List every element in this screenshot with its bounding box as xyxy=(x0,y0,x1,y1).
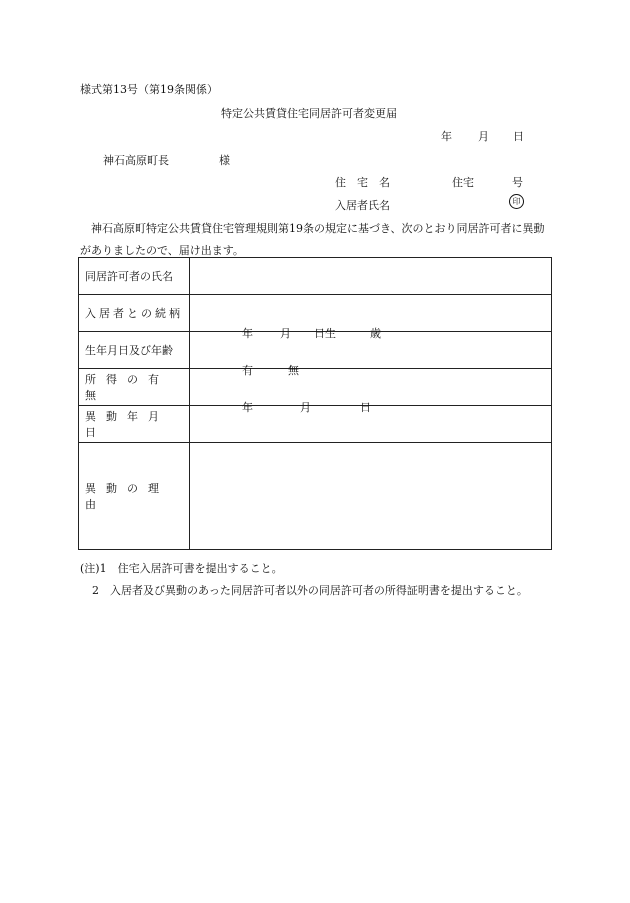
label-text: 異動年月日 xyxy=(85,410,169,439)
label-text: 入居者との続柄 xyxy=(85,307,183,320)
row-label-change-date xyxy=(79,406,190,443)
table-row xyxy=(79,332,552,369)
label-text: 同居許可者の氏名 xyxy=(85,270,173,283)
birth-year-label: 年 xyxy=(242,327,253,340)
resident-name-label: 入居者氏名 xyxy=(335,199,390,212)
row-label-income xyxy=(79,369,190,406)
change-reason-field[interactable] xyxy=(190,443,552,550)
table-row xyxy=(79,406,552,443)
birth-day-label: 日生 xyxy=(314,327,336,340)
label-text: 異動の理由 xyxy=(85,482,169,511)
change-month-label: 月 xyxy=(300,401,311,414)
date-month-label: 月 xyxy=(478,130,489,143)
income-no-option[interactable]: 無 xyxy=(288,364,299,377)
date-day-label: 日 xyxy=(513,130,524,143)
row-label-cohabitant-name xyxy=(79,258,190,295)
income-yes-option[interactable]: 有 xyxy=(242,364,253,377)
addressee: 神石高原町長 xyxy=(103,154,169,167)
cohabitant-name-field[interactable] xyxy=(190,258,552,295)
note-2: 2 入居者及び異動のあった同居許可者以外の同居許可者の所得証明書を提出すること。 xyxy=(92,584,528,597)
change-day-label: 日 xyxy=(360,401,371,414)
row-label-birthdate-age xyxy=(79,332,190,369)
room-number-label: 号 xyxy=(512,176,523,189)
date-year-label: 年 xyxy=(441,130,452,143)
form-number: 様式第13号（第19条関係） xyxy=(80,83,218,96)
row-label-change-reason xyxy=(79,443,190,550)
seal-mark: 印 xyxy=(509,194,524,209)
document-title: 特定公共賃貸住宅同居許可者変更届 xyxy=(221,107,397,120)
row-label-relationship xyxy=(79,295,190,332)
housing-suffix-label: 住宅 xyxy=(452,176,474,189)
label-text: 所得の有無 xyxy=(85,373,169,402)
housing-name-label: 住 宅 名 xyxy=(335,176,390,189)
change-year-label: 年 xyxy=(242,401,253,414)
age-label: 歳 xyxy=(370,327,381,340)
change-date-field[interactable] xyxy=(190,401,552,443)
body-paragraph: 神石高原町特定公共賃貸住宅管理規則第19条の規定に基づき、次のとおり同居許可者に異動がありましたので、届け出ます。 xyxy=(80,222,545,257)
birth-month-label: 月 xyxy=(280,327,291,340)
table-row xyxy=(79,443,552,550)
notes-section xyxy=(80,558,555,602)
table-row xyxy=(79,369,552,406)
label-text: 生年月日及び年齢 xyxy=(85,344,173,357)
table-row xyxy=(79,258,552,295)
honorific: 様 xyxy=(219,154,230,167)
note-1: (注)1 住宅入居許可書を提出すること。 xyxy=(80,562,283,575)
notification-table xyxy=(78,257,552,550)
